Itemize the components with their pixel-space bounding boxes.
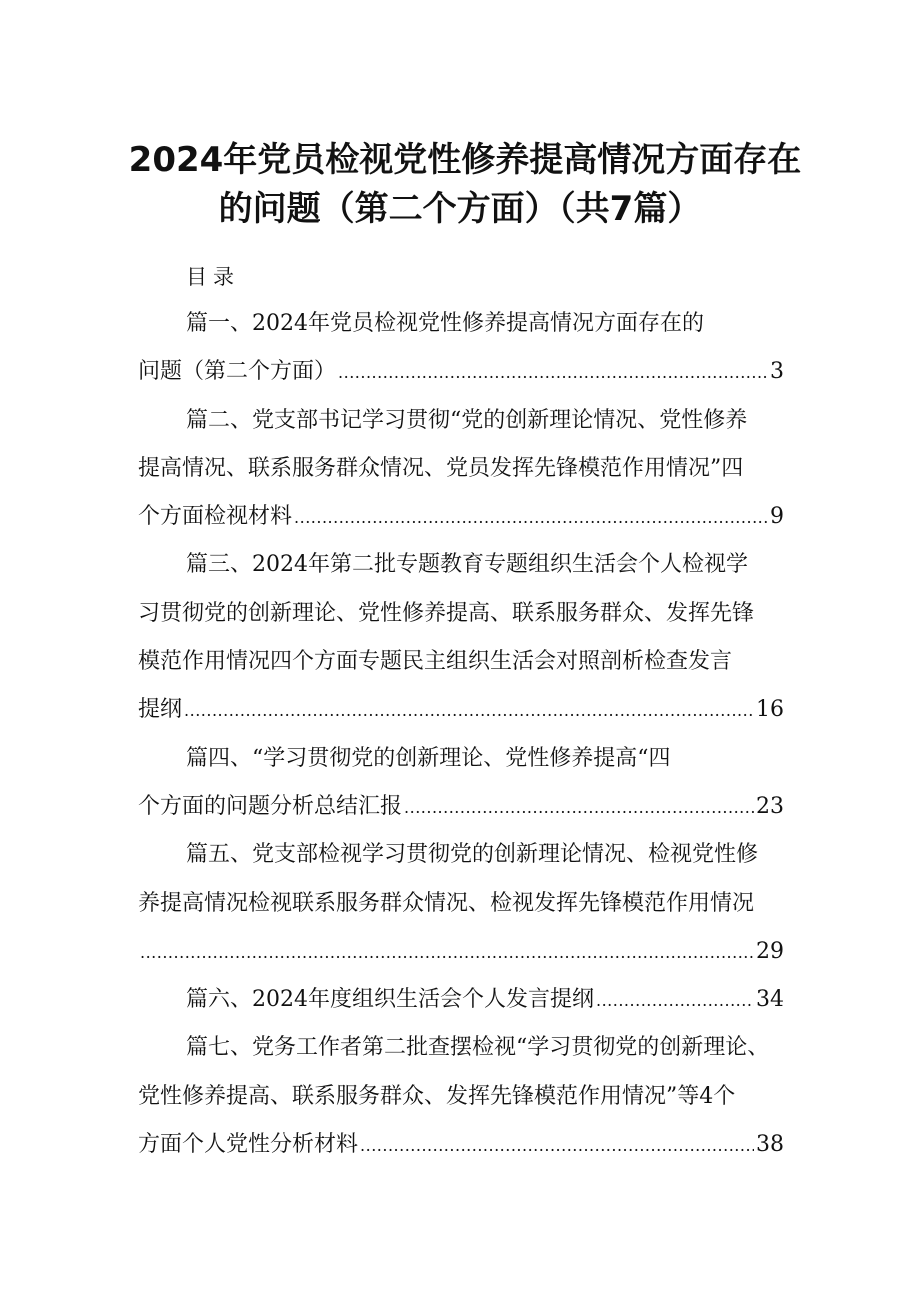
toc-entry-last-line: [138, 928, 784, 976]
toc-entry[interactable]: [138, 735, 784, 832]
toc-entry-text: 篇二、党支部书记学习贯彻“党的创新理论情况、党性修养: [186, 407, 748, 433]
document-title: [0, 136, 920, 234]
toc-entry-last-line: [138, 686, 784, 734]
toc-entry[interactable]: [138, 976, 784, 1024]
toc-entry[interactable]: [138, 300, 784, 397]
toc-entry-text: 篇七、党务工作者第二批查摆检视“学习贯彻党的创新理论、: [186, 1035, 770, 1061]
dot-leader: [596, 977, 754, 1024]
toc-page-number: 29: [756, 938, 784, 964]
toc-entry[interactable]: [138, 397, 784, 542]
toc-entry-text: 习贯彻党的创新理论、党性修养提高、联系服务群众、发挥先锋: [138, 600, 755, 626]
dot-leader: [294, 494, 768, 541]
toc-entry-last-line: [138, 976, 784, 1024]
dot-leader: [184, 687, 754, 734]
dot-leader: [338, 349, 768, 396]
toc-entry-text: 个方面的问题分析总结汇报: [138, 793, 403, 819]
toc-entry-text: 方面个人党性分析材料: [138, 1132, 359, 1158]
title-line-2: 的问题（第二个方面）（共7篇）: [218, 189, 702, 229]
toc-entry-text: 问题（第二个方面）: [138, 359, 337, 385]
toc-page-number: 3: [770, 359, 784, 385]
toc-entry-text: 篇五、党支部检视学习贯彻党的创新理论情况、检视党性修: [186, 842, 759, 868]
toc-entry-text: 提纲: [138, 697, 183, 723]
toc-entry[interactable]: [138, 1024, 784, 1169]
toc-entry-last-line: [138, 1121, 784, 1169]
dot-leader: [404, 784, 754, 831]
toc-entry-text: 模范作用情况四个方面专题民主组织生活会对照剖析检查发言: [138, 649, 733, 675]
toc-entry-last-line: [138, 783, 784, 831]
table-of-contents: [138, 300, 784, 1169]
toc-page-number: 23: [756, 793, 784, 819]
toc-entry-text: 篇六、2024年度组织生活会个人发言提纲: [186, 987, 594, 1013]
toc-entry-text: 个方面检视材料: [138, 504, 293, 530]
toc-heading: 目录: [186, 265, 240, 289]
toc-entry[interactable]: [138, 541, 784, 734]
toc-entry-text: 篇一、2024年党员检视党性修养提高情况方面存在的: [186, 311, 704, 336]
toc-entry-last-line: [138, 348, 784, 396]
toc-entry-text: 篇四、“学习贯彻党的创新理论、党性修养提高“四: [186, 745, 671, 771]
toc-entry-last-line: [138, 493, 784, 541]
toc-page-number: 16: [756, 697, 784, 723]
title-line-1: 2024年党员检视党性修养提高情况方面存在: [128, 140, 802, 180]
toc-entry[interactable]: [138, 831, 784, 976]
toc-page-number: 9: [770, 504, 784, 530]
toc-entry-text: 党性修养提高、联系服务群众、发挥先锋模范作用情况”等4个: [138, 1083, 736, 1109]
toc-page-number: 38: [756, 1132, 784, 1158]
dot-leader: [140, 929, 754, 976]
toc-entry-text: 养提高情况检视联系服务群众情况、检视发挥先锋模范作用情况: [138, 890, 755, 916]
toc-page-number: 34: [756, 987, 784, 1013]
toc-entry-text: 篇三、2024年第二批专题教育专题组织生活会个人检视学: [186, 552, 748, 578]
dot-leader: [360, 1122, 754, 1169]
toc-entry-text: 提高情况、联系服务群众情况、党员发挥先锋模范作用情况”四: [138, 455, 744, 481]
